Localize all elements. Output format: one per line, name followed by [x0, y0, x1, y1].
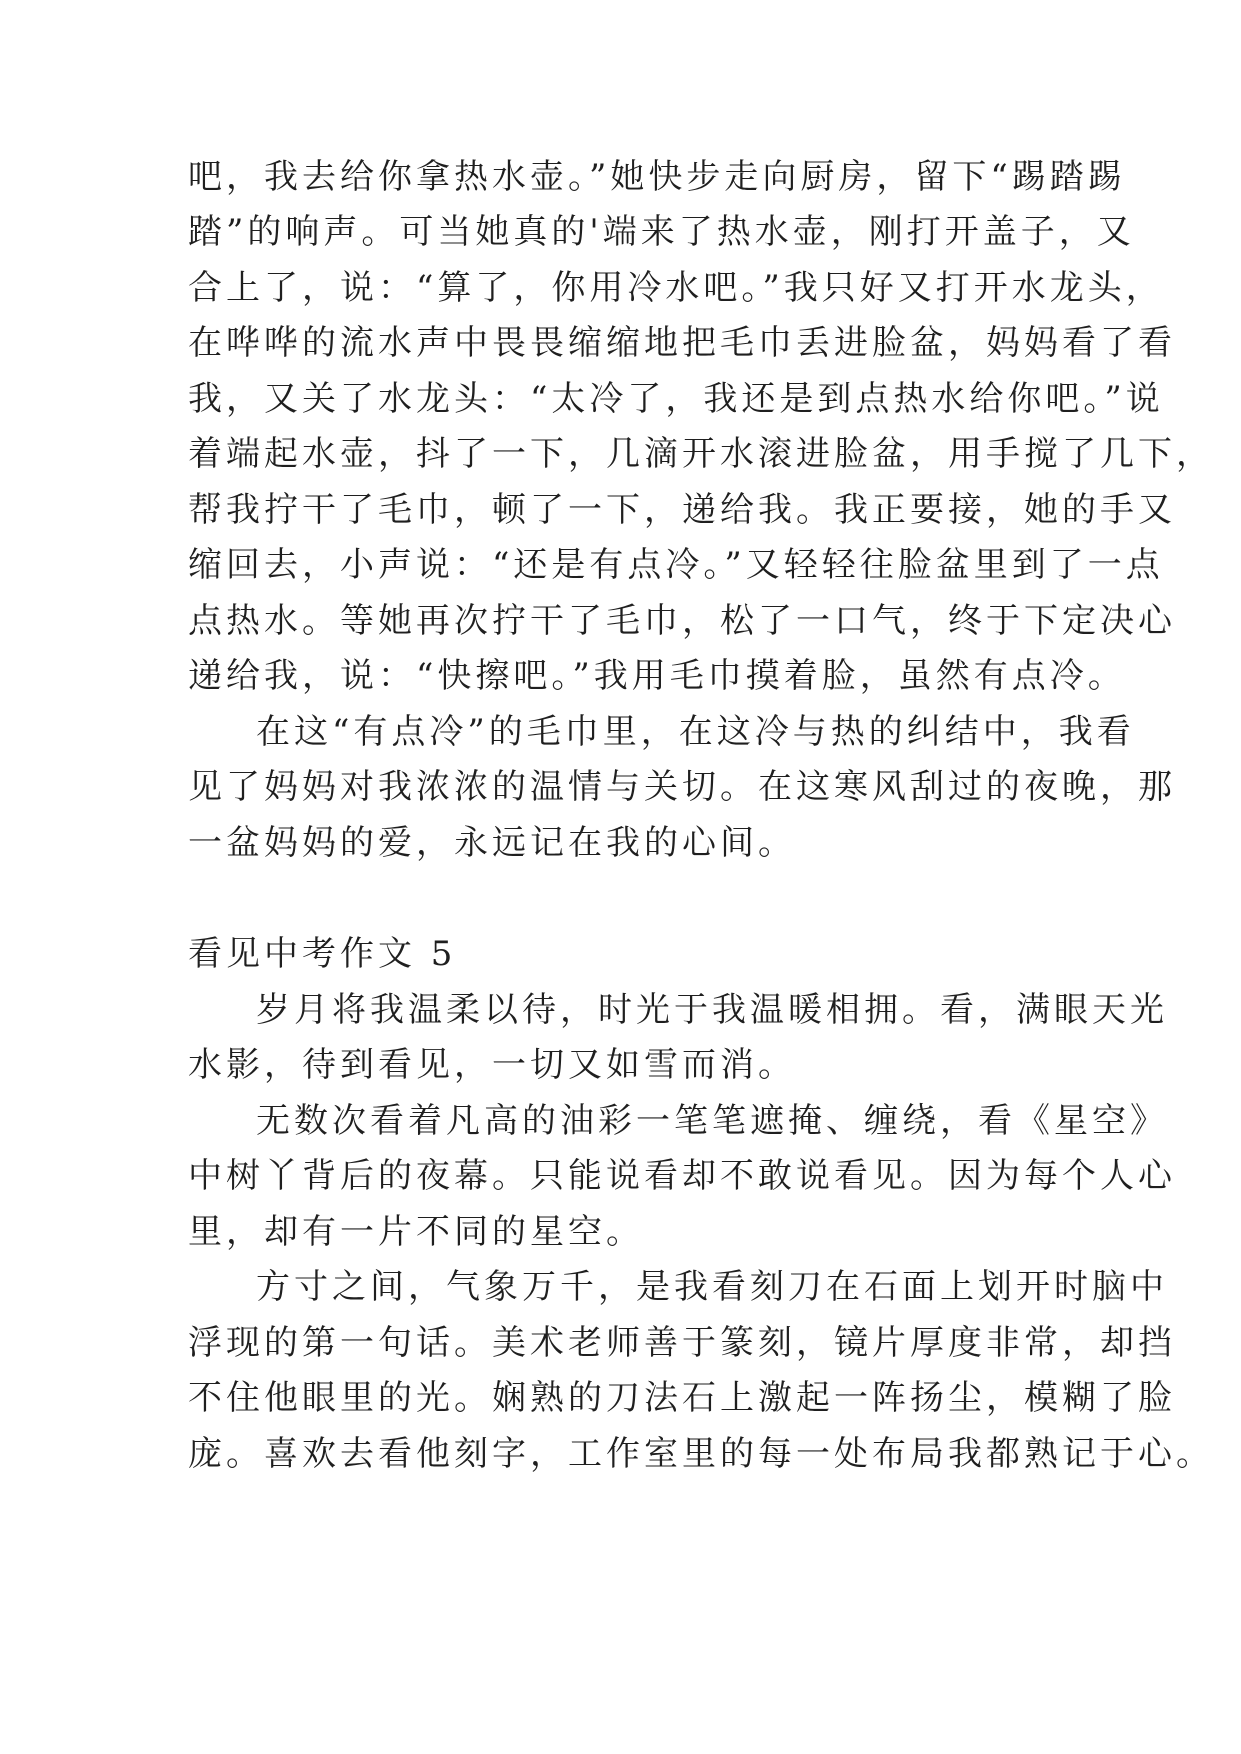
text-line: 见了妈妈对我浓浓的温情与关切。在这寒风刮过的夜晚，那 — [188, 767, 1176, 807]
text-line: 缩回去，小声说：“还是有点冷。”又轻轻往脸盆里到了一点 — [188, 545, 1164, 585]
text-line: 不住他眼里的光。娴熟的刀法石上激起一阵扬尘，模糊了脸 — [188, 1378, 1176, 1418]
text-line: 浮现的第一句话。美术老师善于篆刻，镜片厚度非常，却挡 — [188, 1323, 1176, 1363]
text-line: 中树丫背后的夜幕。只能说看却不敢说看见。因为每个人心 — [188, 1156, 1176, 1196]
text-line: 踏”的响声。可当她真的'端来了热水壶，刚打开盖子，又 — [188, 212, 1135, 252]
text-line: 庞。喜欢去看他刻字，工作室里的每一处布局我都熟记于心。 — [188, 1434, 1214, 1474]
text-line: 着端起水壶，抖了一下，几滴开水滚进脸盆，用手搅了几下， — [188, 434, 1214, 474]
text-line: 水影，待到看见，一切又如雪而消。 — [188, 1045, 796, 1085]
text-line: 递给我，说：“快擦吧。”我用毛巾摸着脸，虽然有点冷。 — [188, 656, 1126, 696]
section-heading: 看见中考作文 5 — [188, 934, 457, 974]
text-line: 一盆妈妈的爱，永远记在我的心间。 — [188, 823, 796, 863]
text-line: 合上了，说：“算了，你用冷水吧。”我只好又打开水龙头， — [188, 268, 1164, 308]
text-line: 我，又关了水龙头：“太冷了，我还是到点热水给你吧。”说 — [188, 379, 1164, 419]
text-line: 无数次看着凡高的油彩一笔笔遮掩、缠绕，看《星空》 — [256, 1101, 1168, 1141]
text-line: 里，却有一片不同的星空。 — [188, 1212, 644, 1252]
text-line: 点热水。等她再次拧干了毛巾，松了一口气，终于下定决心 — [188, 601, 1176, 641]
text-line: 方寸之间，气象万千，是我看刻刀在石面上划开时脑中 — [256, 1267, 1168, 1307]
text-line: 吧，我去给你拿热水壶。”她快步走向厨房，留下“踢踏踢 — [188, 157, 1126, 197]
text-line: 帮我拧干了毛巾，顿了一下，递给我。我正要接，她的手又 — [188, 490, 1176, 530]
text-line: 岁月将我温柔以待，时光于我温暖相拥。看，满眼天光 — [256, 990, 1168, 1030]
text-line: 在哗哗的流水声中畏畏缩缩地把毛巾丢进脸盆，妈妈看了看 — [188, 323, 1176, 363]
text-line: 在这“有点冷”的毛巾里，在这冷与热的纠结中，我看 — [256, 712, 1135, 752]
